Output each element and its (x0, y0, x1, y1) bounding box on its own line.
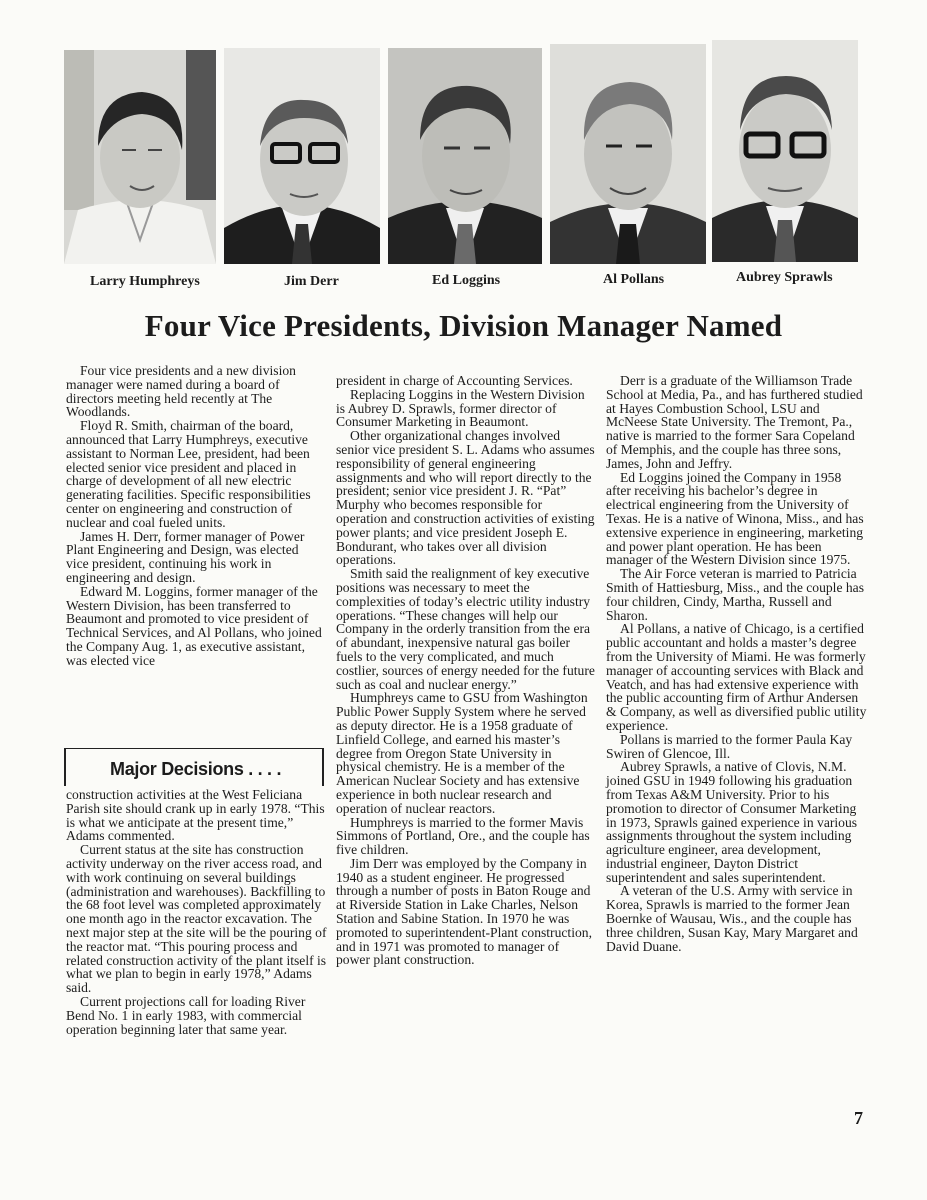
article-column-1 (66, 364, 324, 668)
article-headline: Four Vice Presidents, Division Manager Named (144, 308, 783, 343)
paragraph: Pollans is married to the former Paula Kay Swiren of Glencoe, Ill. (606, 731, 853, 761)
paragraph: Humphreys came to GSU from Washington Public Power Supply System where he served as deputy director. He is a 1958 graduate of Linfield College, and earned his master’s degree from Oregon State University in physical chemistry. He is a member of the American Nuclear Society and has extensive experience in both nuclear research and operation of nuclear reactors. (336, 690, 588, 816)
photo-caption: Aubrey Sprawls (736, 270, 833, 285)
paragraph: Current status at the site has construction activity underway on the river access road, and with work continuing on several buildings (administration and warehouses). Backfilling to the 68 foot level was completed approximately one month ago in the reactor excavation. The next major step at the site will be the pouring of the reactor mat. “This pouring process and related construction activity of the plant itself is what we plan to begin in early 1978,” Adams said. (66, 842, 327, 996)
paragraph: The Air Force veteran is married to Patricia Smith of Hattiesburg, Miss., and the couple has four children, Cindy, Martha, Russell and Sharon. (606, 566, 865, 623)
portrait-illustration (550, 44, 706, 264)
photo-caption: Larry Humphreys (90, 274, 200, 289)
paragraph: Derr is a graduate of the Williamson Trade School at Media, Pa., and has furthered studied at Hayes Combustion School, LSU and McNeese State University. The Tremont, Pa., native is married to the former Sara Copeland of Memphis, and the couple has three sons, James, John and Jeffry. (606, 373, 863, 471)
photo-caption: Al Pollans (603, 272, 665, 287)
photo-al-pollans (550, 44, 706, 264)
portrait-illustration (224, 48, 380, 264)
sidebar-box-header (64, 748, 324, 786)
paragraph: Jim Derr was employed by the Company in 1940 as a student engineer. He progressed through a number of posts in Baton Rouge and at Riverside Station in Lake Charles, Nelson Station and Sabine Station. In 1970 he was promoted to superintendent-Plant construction, and in 1971 was promoted to manager of power plant construction. (336, 855, 592, 968)
article-column-2 (336, 374, 596, 967)
page-number: 7 (854, 1108, 863, 1128)
portrait-illustration (388, 48, 542, 264)
paragraph: Other organizational changes involved senior vice president S. L. Adams who assumes responsibility of general engineering assignments and who will report directly to the president; senior vice president J. R. “Pat” Murphy who becomes responsible for operation and construction activities of existing power plants; and vice president Joseph E. Bondurant, who takes over all division operations. (336, 428, 595, 568)
paragraph: Ed Loggins joined the Company in 1958 after receiving his bachelor’s degree in electrical engineering from the University of Texas. He is a native of Winona, Miss., and has extensive experience in engineering, marketing and power plant operation. He has been manager of the Western Division since 1975. (606, 469, 864, 568)
sidebar-column (66, 788, 328, 1036)
paragraph: Smith said the realignment of key executive positions was necessary to meet the complexities of today’s electric utility industry operations. “These changes will help our Company in the orderly transition from the era of abundant, inexpensive natural gas boiler fuels to the very complicated, and much costlier, sources of energy needed for the future such as coal and nuclear energy.” (336, 566, 595, 692)
sidebar-title: Major Decisions . . . . (110, 759, 282, 779)
paragraph: Current projections call for loading River Bend No. 1 in early 1983, with commercial operation beginning later that same year. (66, 993, 306, 1037)
photo-ed-loggins (388, 48, 542, 264)
paragraph: Al Pollans, a native of Chicago, is a certified public accountant and holds a master’s degree from the University of Miami. He was formerly manager of accounting services with Black and Veatch, and has had extensive experience with the public accounting firm of Arthur Andersen & Company, as well as diversified public utility experience. (606, 621, 867, 733)
paragraph: construction activities at the West Feliciana Parish site should crank up in early 1978. “This is what we anticipate at the present time,” Adams commented. (66, 787, 325, 844)
photo-caption: Ed Loggins (432, 273, 501, 288)
paragraph: Replacing Loggins in the Western Division is Aubrey D. Sprawls, former director of Consumer Marketing in Beaumont. (336, 386, 585, 430)
article-column-3 (606, 374, 868, 953)
paragraph: Aubrey Sprawls, a native of Clovis, N.M. joined GSU in 1949 following his graduation from Texas A&M University. Prior to his promotion to director of Consumer Marketing in 1973, Sprawls gained experience in various assignments throughout the system including agriculture engineer, area development, industrial engineer, Dayton District superintendent and sales superintendent. (606, 759, 858, 885)
portrait-illustration (712, 40, 858, 262)
photo-caption: Jim Derr (284, 274, 339, 289)
photo-larry-humphreys (64, 50, 216, 264)
paragraph: Floyd R. Smith, chairman of the board, announced that Larry Humphreys, executive assistant to Norman Lee, president, had been elected senior vice president and placed in charge of development of all new electric generating facilities. Specific responsibilities center on engineering and construction of nuclear and coal fueled units. (66, 418, 311, 530)
paragraph: A veteran of the U.S. Army with service in Korea, Sprawls is married to the former Jean Boernke of Wausau, Wis., and the couple has three children, Susan Kay, Mary Margaret and David Duane. (606, 883, 858, 954)
portrait-illustration (64, 50, 216, 264)
photo-aubrey-sprawls (712, 40, 858, 262)
paragraph: president in charge of Accounting Services. (336, 373, 573, 388)
paragraph: Four vice presidents and a new division manager were named during a board of directors meeting held recently at The Woodlands. (66, 363, 296, 420)
paragraph: James H. Derr, former manager of Power Plant Engineering and Design, was elected vice president, continuing his work in engineering and design. (66, 528, 305, 585)
photo-jim-derr (224, 48, 380, 264)
paragraph: Humphreys is married to the former Mavis Simmons of Portland, Ore., and the couple has five children. (336, 814, 590, 858)
paragraph: Edward M. Loggins, former manager of the Western Division, has been transferred to Beaumont and promoted to vice president of Technical Services, and Al Pollans, who joined the Company Aug. 1, as executive assistant, was elected vice (66, 583, 322, 668)
